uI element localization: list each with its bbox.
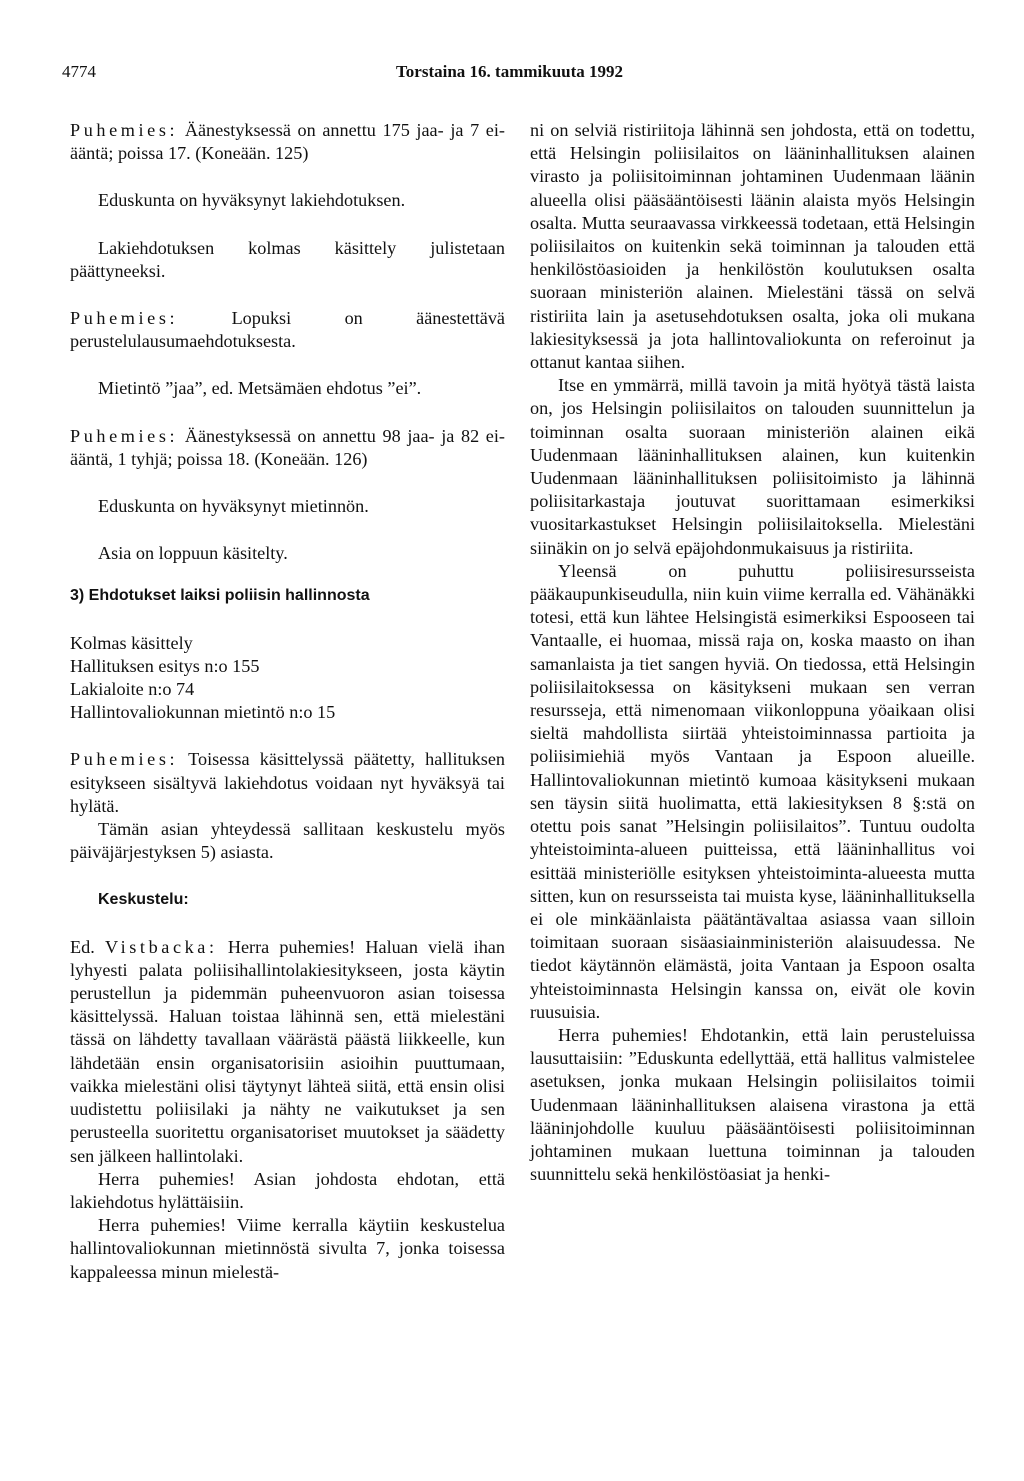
paragraph bbox=[70, 119, 505, 165]
speaker-name: Puhemies: bbox=[70, 120, 179, 140]
header-date: Torstaina 16. tammikuuta 1992 bbox=[396, 62, 624, 81]
paragraph: Yleensä on puhuttu poliisiresursseista pääkaupunkiseudulla, niin kuin viime kerralla ed. Vähänäkki totesi, että kun lähtee Helsingistä esimerkiksi Espooseen tai Vantaalle, ei huomaa, missä raja on, koska maasto on ihan samanlaista ja tiet sangen hyviä. On tiedossa, että Helsingin poliisilaitoksessa on käsitykseni mukaan sen verran resursseja, että nimenomaan viikonloppuna yöaikaan olisi sieltä mahdollista siirtää yhteistoiminnassa partioita ja poliisimiehiä myös Vantaan ja Espoon alueille. Hallintovaliokunnan mietintö kumoaa käsitykseni mukaan sen täysin siitä huolimatta, että lakiesityksen 8 §:stä on otettu pois sanat ”Helsingin poliisilaitos”. Tuntuu oudolta yhteistoiminta-alueen puitteissa, että lääninhallitus voi esittää ministeriölle esityksen yhteistoiminta-alueesta mutta sitten, kun on resursseista tai muista kyse, lääninhallituksella ei ole minkäänlaista päätäntävaltaa asiassa vaan silloin toimitaan suoraan sisäasiainministeriön alaisuudessa. Ne tiedot käytännön elämästä, joita Vantaan ja Espoon osalta yhteistoiminnasta Helsingin kanssa on, eivät ole kovin ruusuisia. bbox=[530, 560, 975, 1022]
paragraph: Mietintö ”jaa”, ed. Metsämäen ehdotus ”ei”. bbox=[98, 378, 422, 399]
paragraph-text: Äänestyksessä on annettu 175 jaa- ja 7 ei-ääntä; poissa 17. (Koneään. 125) bbox=[70, 120, 505, 164]
paragraph: Herra puhemies! Ehdotankin, että lain perusteluissa lausuttaisiin: ”Eduskunta edellyttää, että hallitus valmistelee asetuksen, jonka mukaan Helsingin poliisilaitos toimii Uudenmaan lääninhallituksen alaisena virastona ja että lääninjohdolle kuuluu pääsääntöisesti poliisitoiminnan johtaminen mukaan luettuna toiminnan ja talouden suunnittelu sekä henkilöstöasiat ja henki- bbox=[530, 1024, 975, 1185]
paragraph: Asia on loppuun käsitelty. bbox=[98, 543, 288, 564]
section-title: 3) Ehdotukset laiksi poliisin hallinnosta bbox=[70, 587, 370, 605]
paragraph-text: Lopuksi on äänestettävä perustelulausumaehdotuksesta. bbox=[70, 308, 505, 352]
paragraph-text: Herra puhemies! Haluan vielä ihan lyhyesti palata poliisihallintolakiesitykseen, josta käytin perustellun ja pidemmän puheenvuoron asian toisessa käsittelyssä. Haluan toistaa lähinnä sen, että mielestäni tässä on lähdetty tavallaan väärästä päästä liikkeelle, kun lähdetään ensin organisatorisiin asioihin puuttumaan, vaikka mielestäni olisi täytynyt lähteä siitä, että ensin olisi uudistettu poliisilaki ja nähty ne vaikutukset ja sen perusteella suoritettu organisatoriset muutokset ja säädetty sen jälkeen hallintolaki. bbox=[70, 936, 505, 1166]
right-column bbox=[530, 119, 975, 1186]
paragraph: Eduskunta on hyväksynyt lakiehdotuksen. bbox=[98, 190, 406, 211]
reference-line: Hallintovaliokunnan mietintö n:o 15 bbox=[70, 702, 336, 723]
page-number: 4774 bbox=[62, 62, 96, 81]
paragraph bbox=[70, 307, 505, 353]
paragraph: Herra puhemies! Asian johdosta ehdotan, että lakiehdotus hylättäisiin. bbox=[70, 1168, 505, 1212]
paragraph bbox=[70, 936, 505, 1168]
document-references bbox=[70, 632, 505, 725]
speaker-name: Vistbacka: bbox=[104, 936, 218, 957]
speaker-prefix: Ed. bbox=[70, 936, 105, 957]
paragraph: Lakiehdotuksen kolmas käsittely julistetaan päättyneeksi. bbox=[70, 237, 505, 281]
reference-line: Lakialoite n:o 74 bbox=[70, 679, 195, 700]
reference-line: Hallituksen esitys n:o 155 bbox=[70, 655, 260, 676]
speaker-name: Puhemies: bbox=[70, 425, 179, 446]
paragraph: Itse en ymmärrä, millä tavoin ja mitä hyötyä tästä laista on, jos Helsingin poliisilaitos on talouden suunnittelun ja toiminnan osalta suoraan ministeriön alainen eikä Uudenmaan lääninhallituksen alainen, kun kuitenkin Uudenmaan lääninhallituksen poliisitoimisto ja lähinnä poliisitarkastaja joutuvat suorittamaan esimerkiksi vuositarkastukset Helsingin poliisilaitoksella. Mielestäni siinäkin on jo selvä epäjohdonmukaisuus ja ristiriita. bbox=[530, 375, 975, 558]
paragraph: Eduskunta on hyväksynyt mietinnön. bbox=[98, 496, 369, 517]
paragraph bbox=[70, 425, 505, 471]
paragraph bbox=[70, 748, 505, 818]
paragraph-text: Äänestyksessä on annettu 98 jaa- ja 82 ei-ääntä, 1 tyhjä; poissa 18. (Koneään. 126) bbox=[70, 425, 505, 469]
discussion-heading: Keskustelu: bbox=[98, 891, 189, 909]
left-column bbox=[70, 119, 505, 1284]
page-header bbox=[62, 62, 962, 92]
paragraph: ni on selviä ristiriitoja lähinnä sen johdosta, että on todettu, että Helsingin poliisilaitos on lääninhallituksen alainen virasto ja poliisitoiminnan johtaminen Uudenmaan läänin alueella olisi pääsääntöisesti läänin alaista myös Helsingin osalta. Mutta seuraavassa virkkeessä todetaan, että Helsingin poliisilaitos on kuitenkin sekä toiminnan ja talouden että henkilöstöasioiden ja henkilöstön koulutuksen osalta suoraan ministeriön alainen. Mielestäni tässä on selvä ristiriita lain ja asetusehdotuksen osalta, joka oli mukana lakiesityksessä ja jota hallintovaliokunta on referoinut ja ottanut kantaa siihen. bbox=[530, 120, 975, 373]
paragraph-text: Toisessa käsittelyssä päätetty, hallituksen esitykseen sisältyvä lakiehdotus voidaan nyt hyväksyä tai hylätä. bbox=[70, 749, 505, 816]
reference-line: Kolmas käsittely bbox=[70, 632, 193, 653]
paragraph: Tämän asian yhteydessä sallitaan keskustelu myös päiväjärjestyksen 5) asiasta. bbox=[70, 819, 505, 863]
speaker-name: Puhemies: bbox=[70, 308, 179, 329]
paragraph: Herra puhemies! Viime kerralla käytiin keskustelua hallintovaliokunnan mietinnöstä sivulta 7, jonka toisessa kappaleessa minun mielestä- bbox=[70, 1215, 505, 1282]
speaker-name: Puhemies: bbox=[70, 749, 179, 770]
